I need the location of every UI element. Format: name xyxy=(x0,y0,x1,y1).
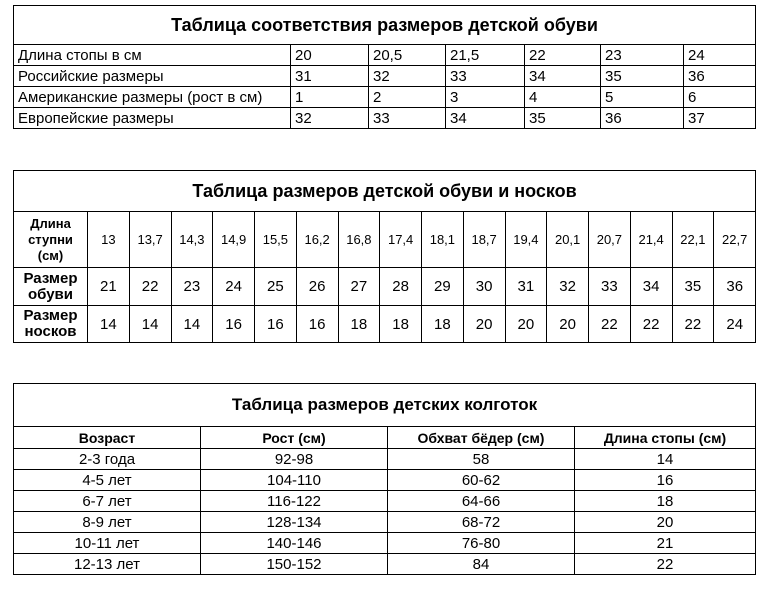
table-cell: 18 xyxy=(380,306,422,343)
table-cell: 18,7 xyxy=(463,212,505,268)
table-cell: 12-13 лет xyxy=(14,554,201,575)
table-cell: 27 xyxy=(338,268,380,306)
table-cell: 18 xyxy=(422,306,464,343)
table-cell: 128-134 xyxy=(201,512,388,533)
table-cell: 1 xyxy=(291,87,369,108)
table-cell: 33 xyxy=(589,268,631,306)
table-cell: 24 xyxy=(714,306,756,343)
row-header: Размер обуви xyxy=(14,268,88,306)
table-cell: 37 xyxy=(684,108,756,129)
table-cell: 25 xyxy=(255,268,297,306)
table-cell: 18,1 xyxy=(422,212,464,268)
table-cell: 33 xyxy=(369,108,446,129)
table-title: Таблица размеров детских колготок xyxy=(14,384,756,427)
table-cell: 36 xyxy=(684,66,756,87)
table-row xyxy=(14,512,756,533)
row-label: Европейские размеры xyxy=(14,108,291,129)
table-cell: 30 xyxy=(463,268,505,306)
table-cell: 13,7 xyxy=(129,212,171,268)
table-cell: 17,4 xyxy=(380,212,422,268)
table-cell: 84 xyxy=(388,554,575,575)
row-header: Размер носков xyxy=(14,306,88,343)
table-cell: 21 xyxy=(88,268,130,306)
table-cell: 34 xyxy=(630,268,672,306)
shoe-size-correspondence-table xyxy=(13,5,756,129)
table-cell: 16,8 xyxy=(338,212,380,268)
table-cell: 24 xyxy=(213,268,255,306)
table-cell: 29 xyxy=(422,268,464,306)
table-cell: 20 xyxy=(463,306,505,343)
table-cell: 33 xyxy=(446,66,525,87)
table-cell: 58 xyxy=(388,449,575,470)
table-cell: 20 xyxy=(547,306,589,343)
column-header-height: Рост (см) xyxy=(201,427,388,449)
table-row xyxy=(14,45,756,66)
table-title: Таблица соответствия размеров детской обуви xyxy=(14,6,756,45)
table-cell: 14,9 xyxy=(213,212,255,268)
table-row xyxy=(14,470,756,491)
table-cell: 36 xyxy=(601,108,684,129)
row-label: Американские размеры (рост в см) xyxy=(14,87,291,108)
table-cell: 16 xyxy=(255,306,297,343)
table-cell: 34 xyxy=(525,66,601,87)
table-cell: 22 xyxy=(575,554,756,575)
table-cell: 20 xyxy=(291,45,369,66)
table-cell: 2-3 года xyxy=(14,449,201,470)
column-header-age: Возраст xyxy=(14,427,201,449)
table-cell: 21,4 xyxy=(630,212,672,268)
table-cell: 22,1 xyxy=(672,212,714,268)
table-cell: 13 xyxy=(88,212,130,268)
table-cell: 22 xyxy=(672,306,714,343)
table-cell: 26 xyxy=(296,268,338,306)
table-cell: 4-5 лет xyxy=(14,470,201,491)
table-row xyxy=(14,554,756,575)
table-cell: 35 xyxy=(601,66,684,87)
row-header: Длина ступни (см) xyxy=(14,212,88,268)
table-cell: 2 xyxy=(369,87,446,108)
column-header-hip-girth: Обхват бёдер (см) xyxy=(388,427,575,449)
row-label: Российские размеры xyxy=(14,66,291,87)
table-cell: 16 xyxy=(575,470,756,491)
table-cell: 22 xyxy=(525,45,601,66)
table-cell: 21 xyxy=(575,533,756,554)
table-row xyxy=(14,449,756,470)
table-row xyxy=(14,87,756,108)
table-cell: 3 xyxy=(446,87,525,108)
shoe-and-socks-size-table xyxy=(13,170,756,343)
table-cell: 14 xyxy=(171,306,213,343)
table-title: Таблица размеров детской обуви и носков xyxy=(14,171,756,212)
table-cell: 22,7 xyxy=(714,212,756,268)
table-cell: 19,4 xyxy=(505,212,547,268)
table-cell: 34 xyxy=(446,108,525,129)
table-cell: 20,7 xyxy=(589,212,631,268)
table-cell: 10-11 лет xyxy=(14,533,201,554)
table-cell: 32 xyxy=(291,108,369,129)
table-row xyxy=(14,306,756,343)
table-cell: 150-152 xyxy=(201,554,388,575)
table-cell: 116-122 xyxy=(201,491,388,512)
table-cell: 22 xyxy=(129,268,171,306)
table-cell: 20 xyxy=(505,306,547,343)
table-cell: 31 xyxy=(291,66,369,87)
table-cell: 31 xyxy=(505,268,547,306)
table-cell: 16 xyxy=(296,306,338,343)
table-cell: 20,1 xyxy=(547,212,589,268)
table-cell: 104-110 xyxy=(201,470,388,491)
table-cell: 35 xyxy=(672,268,714,306)
table-cell: 18 xyxy=(575,491,756,512)
table-row xyxy=(14,212,756,268)
table-cell: 24 xyxy=(684,45,756,66)
table-cell: 68-72 xyxy=(388,512,575,533)
table-cell: 28 xyxy=(380,268,422,306)
table-cell: 14,3 xyxy=(171,212,213,268)
table-row xyxy=(14,491,756,512)
table-cell: 35 xyxy=(525,108,601,129)
table-cell: 8-9 лет xyxy=(14,512,201,533)
table-row xyxy=(14,66,756,87)
table-cell: 22 xyxy=(630,306,672,343)
table-cell: 15,5 xyxy=(255,212,297,268)
table-cell: 16,2 xyxy=(296,212,338,268)
table-cell: 23 xyxy=(601,45,684,66)
tights-size-table xyxy=(13,383,756,575)
table-cell: 76-80 xyxy=(388,533,575,554)
table-row xyxy=(14,268,756,306)
table-cell: 64-66 xyxy=(388,491,575,512)
table-cell: 18 xyxy=(338,306,380,343)
table-cell: 140-146 xyxy=(201,533,388,554)
table-cell: 20,5 xyxy=(369,45,446,66)
table-row xyxy=(14,108,756,129)
table-cell: 5 xyxy=(601,87,684,108)
table-cell: 21,5 xyxy=(446,45,525,66)
table-cell: 36 xyxy=(714,268,756,306)
table-cell: 20 xyxy=(575,512,756,533)
table-header-row xyxy=(14,427,756,449)
table-cell: 32 xyxy=(369,66,446,87)
table-cell: 6 xyxy=(684,87,756,108)
table-cell: 22 xyxy=(589,306,631,343)
table-cell: 32 xyxy=(547,268,589,306)
table-cell: 60-62 xyxy=(388,470,575,491)
column-header-foot-length: Длина стопы (см) xyxy=(575,427,756,449)
table-cell: 16 xyxy=(213,306,255,343)
table-cell: 14 xyxy=(575,449,756,470)
table-cell: 14 xyxy=(88,306,130,343)
table-cell: 4 xyxy=(525,87,601,108)
row-label: Длина стопы в см xyxy=(14,45,291,66)
table-cell: 23 xyxy=(171,268,213,306)
table-cell: 92-98 xyxy=(201,449,388,470)
table-row xyxy=(14,533,756,554)
table-cell: 6-7 лет xyxy=(14,491,201,512)
table-cell: 14 xyxy=(129,306,171,343)
